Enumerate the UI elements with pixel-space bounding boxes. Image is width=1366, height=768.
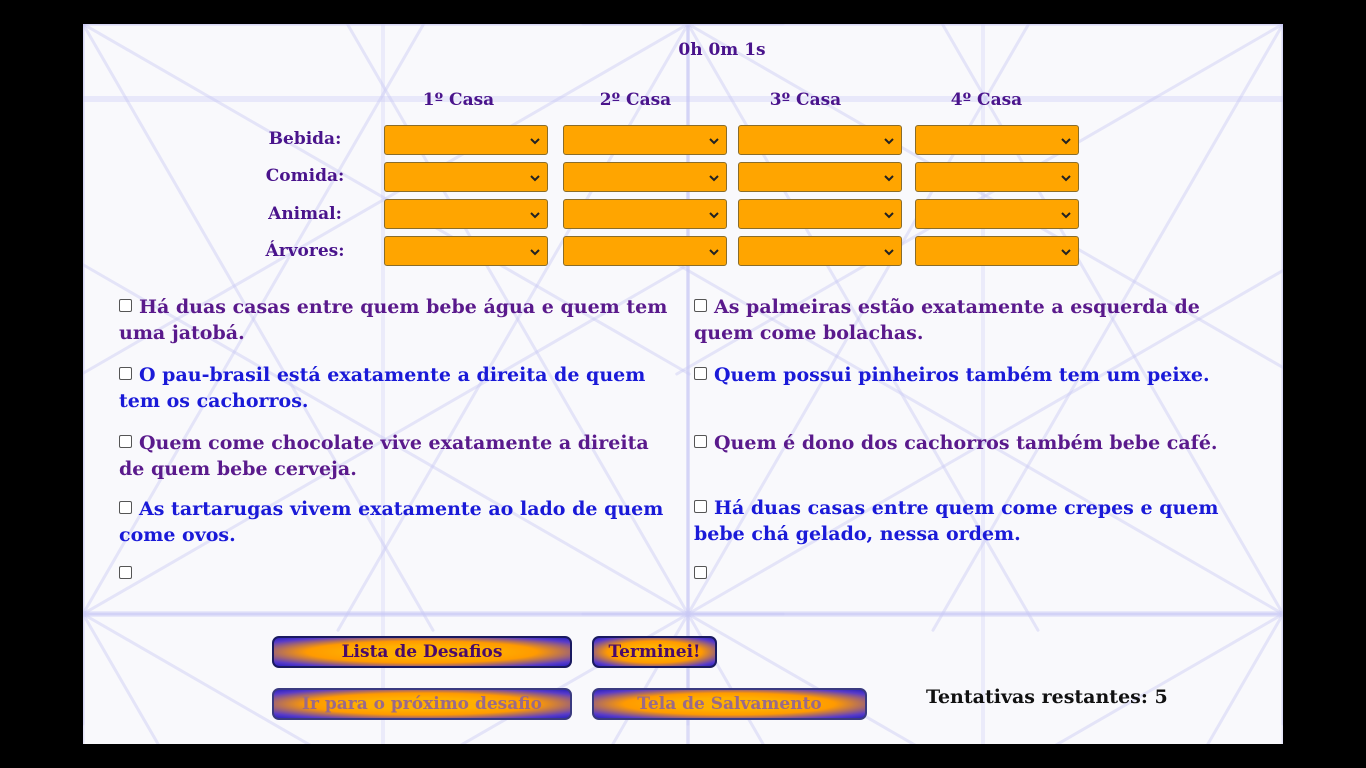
clue-text: As palmeiras estão exatamente a esquerda de quem come bolachas. xyxy=(694,296,1200,344)
column-header-3: 3º Casa xyxy=(769,90,842,110)
select-bebida-casa-2[interactable] xyxy=(563,125,727,155)
row-label-animal: Animal: xyxy=(268,204,342,224)
checkbox-icon[interactable] xyxy=(119,501,132,514)
select-animal-casa-4[interactable] xyxy=(915,199,1079,229)
clue-text: Quem come chocolate vive exatamente a direita de quem bebe cerveja. xyxy=(119,432,649,480)
chevron-down-icon xyxy=(529,246,541,258)
checkbox-icon[interactable] xyxy=(694,435,707,448)
select-comida-casa-3[interactable] xyxy=(738,162,902,192)
select-arvores-casa-2[interactable] xyxy=(563,236,727,266)
checkbox-icon[interactable] xyxy=(694,566,707,579)
checkbox-icon[interactable] xyxy=(694,299,707,312)
select-arvores-casa-3[interactable] xyxy=(738,236,902,266)
next-challenge-button[interactable]: Ir para o próximo desafio xyxy=(272,688,572,720)
select-animal-casa-1[interactable] xyxy=(384,199,548,229)
chevron-down-icon xyxy=(1060,135,1072,147)
clue-text: Quem possui pinheiros também tem um peixe. xyxy=(714,364,1210,386)
chevron-down-icon xyxy=(883,209,895,221)
clue-right-5 xyxy=(694,561,1244,587)
clue-left-3 xyxy=(119,430,669,482)
chevron-down-icon xyxy=(529,172,541,184)
select-comida-casa-1[interactable] xyxy=(384,162,548,192)
select-animal-casa-3[interactable] xyxy=(738,199,902,229)
chevron-down-icon xyxy=(529,209,541,221)
challenge-list-button[interactable]: Lista de Desafios xyxy=(272,636,572,668)
row-label-comida: Comida: xyxy=(265,166,345,186)
column-header-1: 1º Casa xyxy=(422,90,495,110)
clue-text: Há duas casas entre quem come crepes e quem bebe chá gelado, nessa ordem. xyxy=(694,497,1219,545)
clue-text: Há duas casas entre quem bebe água e quem tem uma jatobá. xyxy=(119,296,668,344)
select-bebida-casa-4[interactable] xyxy=(915,125,1079,155)
checkbox-icon[interactable] xyxy=(694,367,707,380)
timer: 0h 0m 1s xyxy=(678,40,766,60)
chevron-down-icon xyxy=(883,172,895,184)
checkbox-icon[interactable] xyxy=(119,435,132,448)
clue-left-1 xyxy=(119,294,669,346)
clue-left-4 xyxy=(119,496,669,548)
select-arvores-casa-4[interactable] xyxy=(915,236,1079,266)
checkbox-icon[interactable] xyxy=(119,566,132,579)
chevron-down-icon xyxy=(708,246,720,258)
clue-left-2 xyxy=(119,362,669,414)
chevron-down-icon xyxy=(708,135,720,147)
done-button[interactable]: Terminei! xyxy=(592,636,717,668)
chevron-down-icon xyxy=(529,135,541,147)
checkbox-icon[interactable] xyxy=(119,367,132,380)
checkbox-icon[interactable] xyxy=(694,500,707,513)
select-comida-casa-2[interactable] xyxy=(563,162,727,192)
clue-right-3 xyxy=(694,430,1244,456)
clue-right-2 xyxy=(694,362,1244,388)
row-label-bebida: Bebida: xyxy=(268,129,342,149)
attempts-remaining: Tentativas restantes: 5 xyxy=(926,686,1168,708)
row-label-arvores: Árvores: xyxy=(265,241,345,261)
chevron-down-icon xyxy=(883,135,895,147)
checkbox-icon[interactable] xyxy=(119,299,132,312)
chevron-down-icon xyxy=(1060,209,1072,221)
clue-text: O pau-brasil está exatamente a direita de quem tem os cachorros. xyxy=(119,364,646,412)
save-screen-button[interactable]: Tela de Salvamento xyxy=(592,688,867,720)
select-arvores-casa-1[interactable] xyxy=(384,236,548,266)
select-bebida-casa-1[interactable] xyxy=(384,125,548,155)
chevron-down-icon xyxy=(1060,246,1072,258)
column-header-4: 4º Casa xyxy=(950,90,1023,110)
select-bebida-casa-3[interactable] xyxy=(738,125,902,155)
clue-right-1 xyxy=(694,294,1244,346)
column-header-2: 2º Casa xyxy=(599,90,672,110)
chevron-down-icon xyxy=(883,246,895,258)
clue-text: Quem é dono dos cachorros também bebe café. xyxy=(714,432,1218,454)
select-animal-casa-2[interactable] xyxy=(563,199,727,229)
chevron-down-icon xyxy=(1060,172,1072,184)
clue-right-4 xyxy=(694,495,1244,547)
puzzle-page xyxy=(83,24,1283,744)
select-comida-casa-4[interactable] xyxy=(915,162,1079,192)
clue-left-5 xyxy=(119,561,669,587)
chevron-down-icon xyxy=(708,172,720,184)
chevron-down-icon xyxy=(708,209,720,221)
clue-text: As tartarugas vivem exatamente ao lado de quem come ovos. xyxy=(119,498,664,546)
